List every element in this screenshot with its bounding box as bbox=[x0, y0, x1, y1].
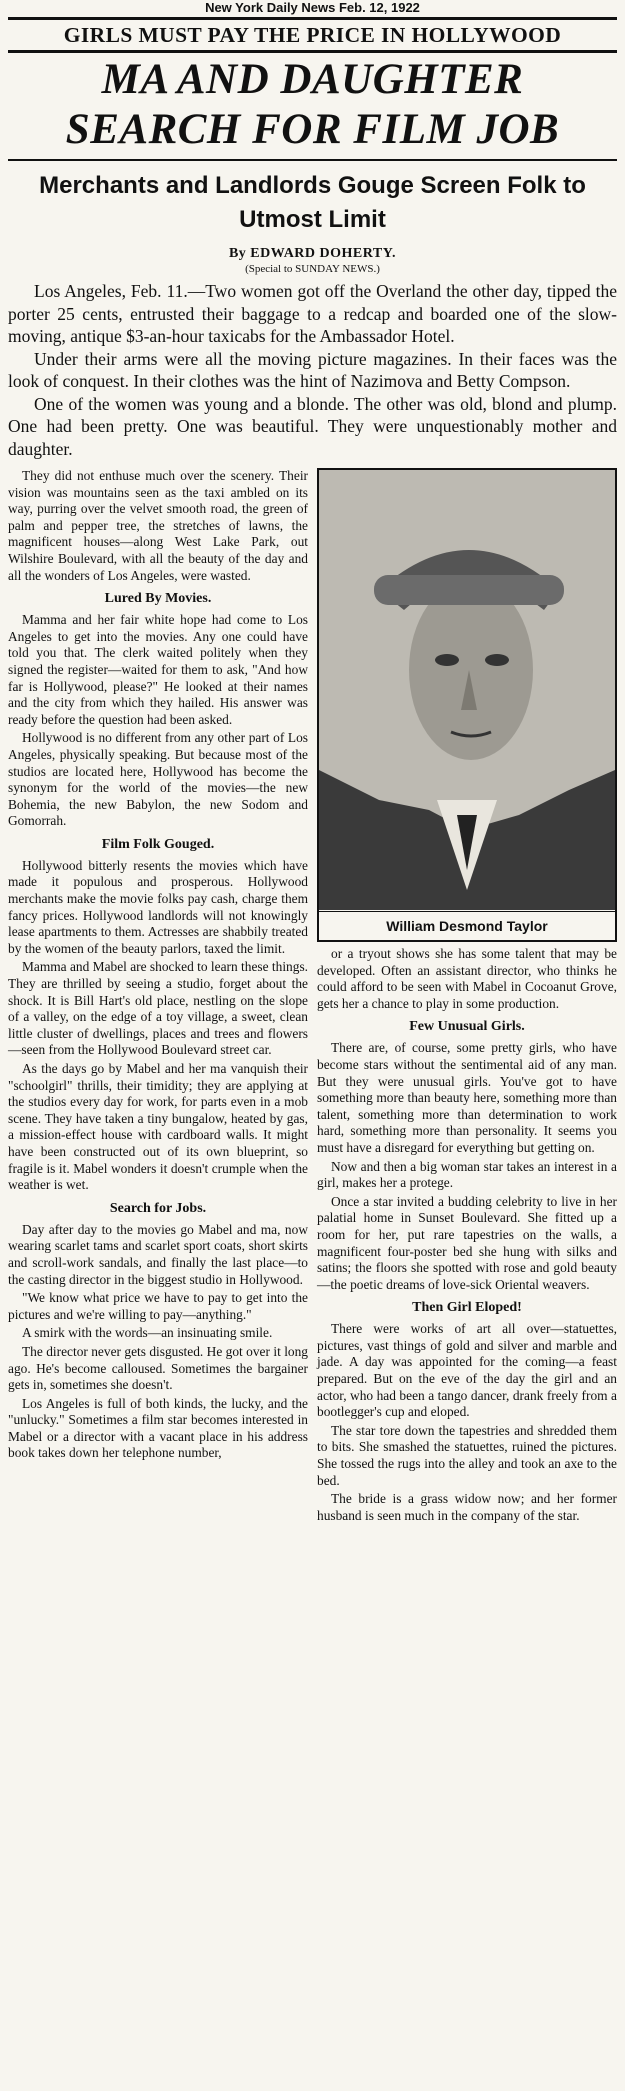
article-paragraph: They did not enthuse much over the scenery. Their vision was mountains seen as the taxi ambled on its way, purring over the velvet smooth road, the green of palm and pepper tree, the stretches of lawns, the magnificent houses—along West Lake Park, out Wilshire Boulevard, with all the beauty of the day and all the wonders of Los Angeles, were wasted. bbox=[8, 468, 308, 583]
portrait-photo bbox=[317, 468, 617, 942]
kicker-headline: GIRLS MUST PAY THE PRICE IN HOLLYWOOD bbox=[8, 17, 617, 53]
lead-section bbox=[8, 280, 617, 460]
article-paragraph: The director never gets disgusted. He got over it long ago. He's become calloused. Sometimes the bargainer gets in, sometimes she doesn't. bbox=[8, 1343, 308, 1393]
subhead: Merchants and Landlords Gouge Screen Folk to Utmost Limit bbox=[39, 172, 586, 233]
source-line: New York Daily News Feb. 12, 1922 bbox=[205, 0, 420, 15]
headline-line-1: MA AND DAUGHTER bbox=[101, 56, 524, 103]
byline: By EDWARD DOHERTY. bbox=[228, 246, 397, 261]
divider-rule bbox=[8, 159, 617, 161]
photo-caption: William Desmond Taylor bbox=[319, 911, 615, 940]
article-paragraph: The star tore down the tapestries and shredded them to bits. She smashed the statuettes, ruined the pictures. She tossed the rugs into the alley and took an axe to the bed. bbox=[317, 1422, 617, 1488]
article-paragraph: There were works of art all over—statuettes, pictures, vast things of gold and silver and marble and jade. A day was appointed for the coming—a feast prepared. But on the eve of the day the girl and an actor, who had been a tango dancer, drank freely from a bootlegger's cup and eloped. bbox=[317, 1321, 617, 1420]
article-paragraph: There are, of course, some pretty girls, who have become stars without the sentimental aid of any man. But they were unusual girls. You've got to have something more than beauty here, something more than talent, something more than determination to work hard, something more than personality. It seems you must have a disregard for everything but getting on. bbox=[317, 1040, 617, 1155]
special-credit: (Special to SUNDAY NEWS.) bbox=[245, 263, 380, 275]
right-column-text bbox=[317, 946, 617, 1524]
lead-paragraph: One of the women was young and a blonde. The other was old, blond and plump. One had been pretty. One was beautiful. They were unquestionably mother and daughter. bbox=[8, 393, 617, 459]
article-paragraph: Mamma and Mabel are shocked to learn these things. They are thrilled by seeing a studio, forget about the shock. It is Bill Hart's old place, nestling on the slope of a valley, on the edge of a toy village, a sweet, clean little cluster of dwellings, places and trees and flowers—seen from the Hollywood Boulevard street car. bbox=[8, 959, 308, 1058]
section-heading: Film Folk Gouged. bbox=[101, 836, 215, 852]
article-paragraph: The bride is a grass widow now; and her former husband is seen much in the company of the star. bbox=[317, 1491, 617, 1523]
article-paragraph: As the days go by Mabel and her ma vanquish their "schoolgirl" thrills, their timidity; they are applying at the studios every day for work, for parts even in a mob scene. They have taken a tiny bungalow, heated by gas, a mission-effect house with cardboard walls. It might have been constructed out of its own blueprint, so fragile is it. Mabel wonders it doesn't crumple when the weather is wet. bbox=[8, 1061, 308, 1193]
article-paragraph: "We know what price we have to pay to get into the pictures and we're willing to pay—anything." bbox=[8, 1290, 308, 1322]
lead-paragraph: Los Angeles, Feb. 11.—Two women got off the Overland the other day, tipped the porter 25 cents, entrusted their baggage to a redcap and boarded one of the slow-moving, antique $3-an-hour taxicabs for the Ambassador Hotel. bbox=[8, 281, 617, 346]
left-column bbox=[8, 468, 308, 1526]
article-paragraph: A smirk with the words—an insinuating smile. bbox=[22, 1325, 273, 1341]
headline-line-2: SEARCH FOR FILM JOB bbox=[65, 106, 560, 153]
article-paragraph: Los Angeles is full of both kinds, the lucky, and the "unlucky." Sometimes a film star becomes interested in Mabel or a director with a vacant place in his address book takes down her telephone number, bbox=[8, 1395, 308, 1461]
section-heading: Then Girl Eloped! bbox=[412, 1300, 522, 1316]
article-paragraph: Hollywood bitterly resents the movies which have made it populous and prosperous. Hollywood merchants make the movie folks pay cash, charge them fancy prices. Hollywood landlords will not knowingly lease apartments to them. Actresses are shabbily treated by the women of the beauty parlors, taxed the limit. bbox=[8, 857, 308, 956]
article-paragraph: Hollywood is no different from any other part of Los Angeles, physically speaking. But because most of the studios are located here, Hollywood has become the synonym for the world of the movies—the new Bohemia, the new Babylon, the new Sodom and Gomorrah. bbox=[8, 730, 308, 829]
right-column bbox=[317, 468, 617, 1526]
portrait-image bbox=[319, 470, 615, 910]
section-heading: Search for Jobs. bbox=[109, 1200, 207, 1216]
article-paragraph: Now and then a big woman star takes an interest in a girl, makes her a protege. bbox=[317, 1158, 617, 1191]
lead-paragraph: Under their arms were all the moving picture magazines. In their faces was the look of conquest. In their clothes was the hint of Nazimova and Betty Compson. bbox=[8, 348, 617, 391]
article-paragraph: Mamma and her fair white hope had come to Los Angeles to get into the movies. Any one could have told you that. The clerk waited politely when they signed the register—waited for them to ask, "And how far is Hollywood, please?" He looked at their names and the city from which they hailed. His answer was ready before the question had been asked. bbox=[8, 612, 308, 727]
article-paragraph: Once a star invited a budding celebrity to live in her palatial home in Sunset Boulevard. She fitted up a room for her, put rare tapestries on the walls, a magnificent four-poster bed she hung with silks and satins; the floors she spotted with rose and gold beauty—the poetic dreams of love-sick Oriental weavers. bbox=[317, 1193, 617, 1292]
article-columns bbox=[8, 468, 617, 1526]
section-heading: Lured By Movies. bbox=[104, 591, 212, 607]
article-paragraph: or a tryout shows she has some talent that may be developed. Often an assistant director, who thinks he could afford to be seen with Mabel in Cocoanut Grove, gets her a chance to play in some production. bbox=[317, 946, 617, 1011]
main-headline bbox=[8, 55, 617, 155]
section-heading: Few Unusual Girls. bbox=[409, 1019, 525, 1035]
article-paragraph: Day after day to the movies go Mabel and ma, now wearing scarlet tams and scarlet sport coats, short skirts and scroll-work sandals, and finally the last place—to the casting director in the biggest studio in Hollywood. bbox=[8, 1221, 308, 1287]
